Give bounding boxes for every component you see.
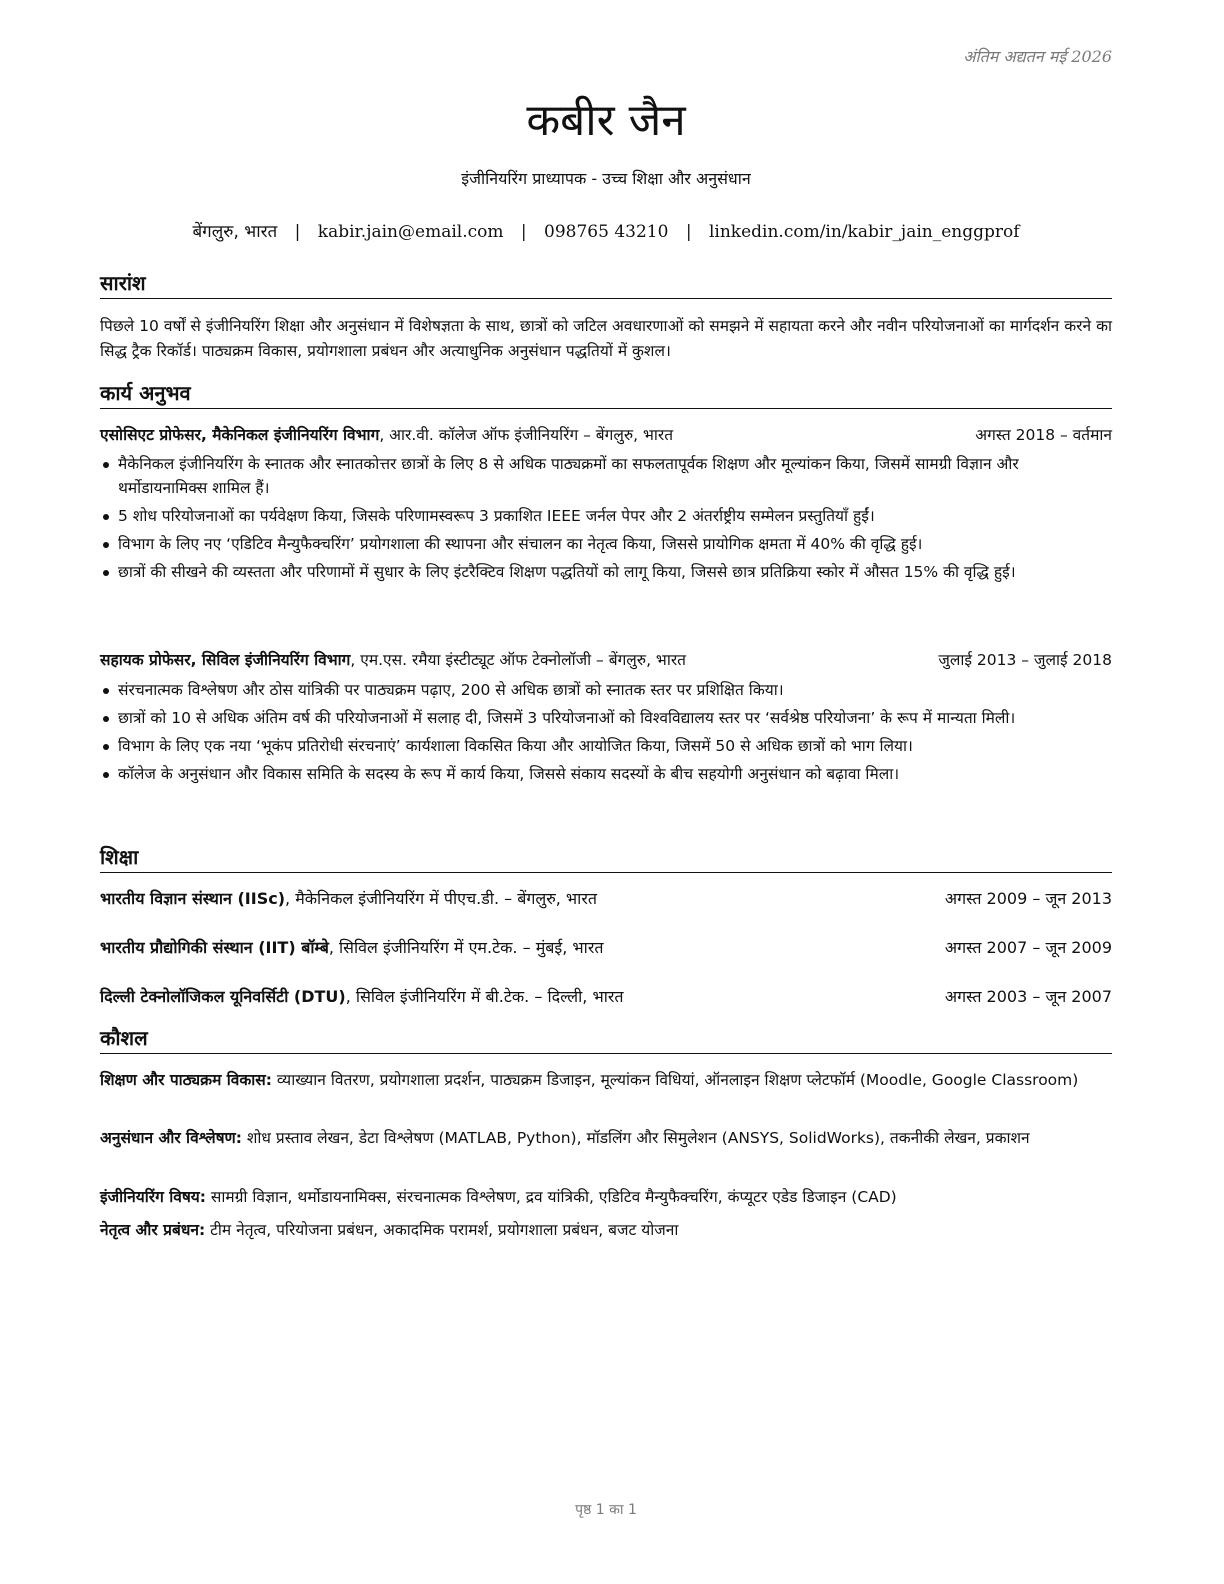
job-org: , आर.वी. कॉलेज ऑफ इंजीनियरिंग – बेंगलुरु, भारत xyxy=(379,426,674,444)
list-item: मैकेनिकल इंजीनियरिंग के स्नातक और स्नातकोत्तर छात्रों के लिए 8 से अधिक पाठ्यक्रमों का सफलतापूर्वक शिक्षण और मूल्यांकन किया, जिसमें सामग्री विज्ञान और थर्मोडायनामिक्स शामिल हैं। xyxy=(100,452,1112,500)
education-dates: अगस्त 2003 – जून 2007 xyxy=(944,987,1112,1006)
resume-page xyxy=(100,0,1112,1584)
job-role: सहायक प्रोफेसर, सिविल इंजीनियरिंग विभाग xyxy=(100,651,351,669)
education-detail: , मैकेनिकल इंजीनियरिंग में पीएच.डी. – बेंगलुरु, भारत xyxy=(285,889,597,908)
skill-line xyxy=(100,1126,1112,1150)
education-row xyxy=(100,936,1112,960)
education-detail: , सिविल इंजीनियरिंग में बी.टेक. – दिल्ली, भारत xyxy=(345,987,624,1006)
job-dates: जुलाई 2013 – जुलाई 2018 xyxy=(938,651,1112,669)
skill-label: अनुसंधान और विश्लेषण: xyxy=(100,1129,242,1147)
page-number: पृष्ठ 1 का 1 xyxy=(575,1502,637,1518)
skill-line xyxy=(100,1185,1112,1209)
skill-text: शोध प्रस्ताव लेखन, डेटा विश्लेषण (MATLAB, Python), मॉडलिंग और सिमुलेशन (ANSYS, SolidWorks), तकनीकी लेखन, प्रकाशन xyxy=(241,1129,1030,1147)
contact-phone[interactable]: 098765 43210 xyxy=(544,222,669,242)
education-dates: अगस्त 2009 – जून 2013 xyxy=(944,889,1112,908)
contact-separator: | xyxy=(685,222,692,242)
education-school: भारतीय विज्ञान संस्थान (IISc) xyxy=(100,889,286,908)
job-org: , एम.एस. रमैया इंस्टीट्यूट ऑफ टेक्नोलॉजी – बेंगलुरु, भारत xyxy=(350,651,687,669)
contact-separator: | xyxy=(520,222,527,242)
contact-linkedin[interactable]: linkedin.com/in/kabir_jain_enggprof xyxy=(708,222,1020,242)
skill-text: टीम नेतृत्व, परियोजना प्रबंधन, अकादमिक परामर्श, प्रयोगशाला प्रबंधन, बजट योजना xyxy=(205,1221,679,1239)
list-item: संरचनात्मक विश्लेषण और ठोस यांत्रिकी पर पाठ्यक्रम पढ़ाए, 200 से अधिक छात्रों को स्नातक स्तर पर प्रशिक्षित किया। xyxy=(100,678,1112,702)
skill-line xyxy=(100,1068,1112,1092)
list-item: छात्रों को 10 से अधिक अंतिम वर्ष की परियोजनाओं में सलाह दी, जिसमें 3 परियोजनाओं को विश्वविद्यालय स्तर पर ‘सर्वश्रेष्ठ परियोजना’ के रूप में मान्यता मिली। xyxy=(100,706,1112,730)
section-title-skills: कौशल xyxy=(100,1025,1112,1054)
list-item: विभाग के लिए एक नया ‘भूकंप प्रतिरोधी संरचनाएं’ कार्यशाला विकसित किया और आयोजित किया, जिसमें 50 से अधिक छात्रों को भाग लिया। xyxy=(100,734,1112,758)
list-item: विभाग के लिए नए ‘एडिटिव मैन्युफैक्चरिंग’ प्रयोगशाला की स्थापना और संचालन का नेतृत्व किया, जिससे प्रायोगिक क्षमता में 40% की वृद्धि हुई। xyxy=(100,532,1112,556)
skill-line xyxy=(100,1218,1112,1242)
education-row xyxy=(100,887,1112,911)
education-detail: , सिविल इंजीनियरिंग में एम.टेक. – मुंबई, भारत xyxy=(328,938,604,957)
tagline: इंजीनियरिंग प्राध्यापक - उच्च शिक्षा और अनुसंधान xyxy=(461,169,751,188)
skill-label: इंजीनियरिंग विषय: xyxy=(100,1188,206,1206)
contact-line xyxy=(100,219,1112,242)
education-school: दिल्ली टेक्नोलॉजिकल यूनिवर्सिटी (DTU) xyxy=(100,987,346,1006)
skill-label: नेतृत्व और प्रबंधन: xyxy=(100,1221,206,1239)
list-item: 5 शोध परियोजनाओं का पर्यवेक्षण किया, जिसके परिणामस्वरूप 3 प्रकाशित IEEE जर्नल पेपर और 2 अंतर्राष्ट्रीय सम्मेलन प्रस्तुतियाँ हुईं। xyxy=(100,504,1112,528)
job-dates: अगस्त 2018 – वर्तमान xyxy=(975,426,1112,444)
job-bullets xyxy=(100,678,1112,790)
list-item: छात्रों की सीखने की व्यस्तता और परिणामों में सुधार के लिए इंटरैक्टिव शिक्षण पद्धतियों को लागू किया, जिससे छात्र प्रतिक्रिया स्कोर में औसत 15% की वृद्धि हुई। xyxy=(100,560,1112,584)
contact-location: बेंगलुरु, भारत xyxy=(192,222,278,242)
skill-text: सामग्री विज्ञान, थर्मोडायनामिक्स, संरचनात्मक विश्लेषण, द्रव यांत्रिकी, एडिटिव मैन्युफैक्चरिंग, कंप्यूटर एडेड डिजाइन (CAD) xyxy=(206,1188,897,1206)
section-title-experience: कार्य अनुभव xyxy=(100,380,1112,409)
summary-text: पिछले 10 वर्षों से इंजीनियरिंग शिक्षा और अनुसंधान में विशेषज्ञता के साथ, छात्रों को जटिल अवधारणाओं को समझने में सहायता करने और नवीन परियोजनाओं का मार्गदर्शन करने का सिद्ध ट्रैक रिकॉर्ड। पाठ्यक्रम विकास, प्रयोगशाला प्रबंधन और अत्याधुनिक अनुसंधान पद्धतियों में कुशल। xyxy=(100,317,1112,360)
job-bullets xyxy=(100,452,1112,588)
section-title-education: शिक्षा xyxy=(100,844,1112,873)
job-role: एसोसिएट प्रोफेसर, मैकेनिकल इंजीनियरिंग विभाग xyxy=(100,426,380,444)
skill-label: शिक्षण और पाठ्यक्रम विकास: xyxy=(100,1071,272,1089)
education-dates: अगस्त 2007 – जून 2009 xyxy=(944,938,1112,957)
education-row xyxy=(100,985,1112,1009)
education-school: भारतीय प्रौद्योगिकी संस्थान (IIT) बॉम्बे xyxy=(100,938,329,957)
contact-separator: | xyxy=(294,222,301,242)
list-item: कॉलेज के अनुसंधान और विकास समिति के सदस्य के रूप में कार्य किया, जिससे संकाय सदस्यों के बीच सहयोगी अनुसंधान को बढ़ावा मिला। xyxy=(100,762,1112,786)
candidate-name: कबीर जैन xyxy=(526,95,686,146)
contact-email[interactable]: kabir.jain@email.com xyxy=(317,222,504,242)
last-updated: अंतिम अद्यतन मई 2026 xyxy=(963,47,1112,66)
skill-text: व्याख्यान वितरण, प्रयोगशाला प्रदर्शन, पाठ्यक्रम डिजाइन, मूल्यांकन विधियां, ऑनलाइन शिक्षण प्लेटफॉर्म (Moodle, Google Classroom) xyxy=(271,1071,1079,1089)
section-title-summary: सारांश xyxy=(100,270,1112,299)
